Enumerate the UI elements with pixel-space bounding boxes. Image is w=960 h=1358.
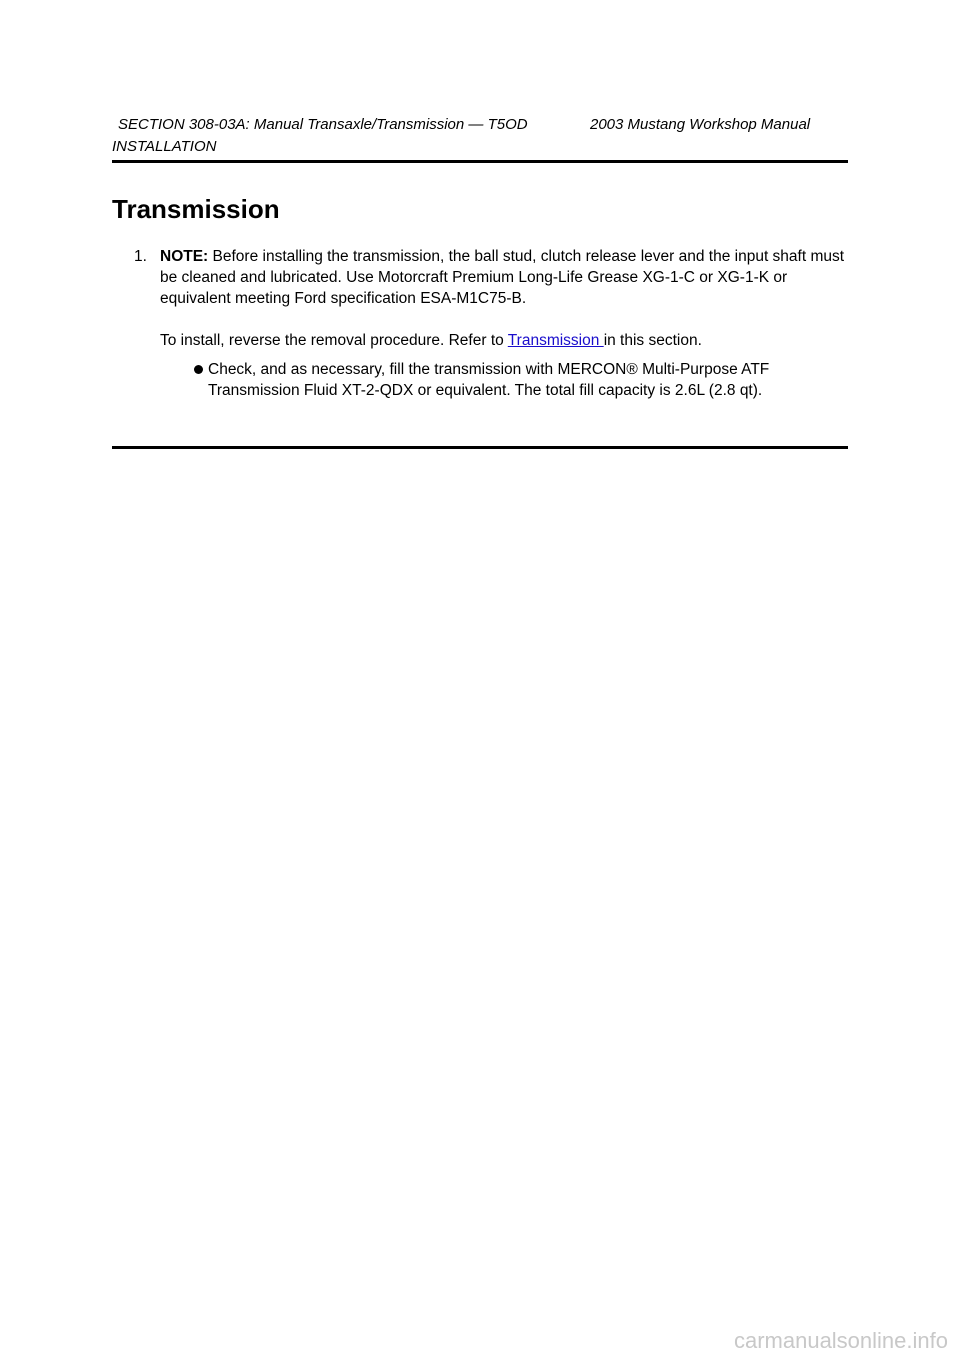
page-title: Transmission — [112, 194, 280, 224]
note-label: NOTE: — [160, 248, 209, 265]
transmission-link[interactable]: Transmission — [507, 332, 604, 349]
footer-divider — [112, 446, 848, 449]
procedure-subheading: INSTALLATION — [112, 138, 217, 155]
bullet-dot-icon — [194, 365, 203, 374]
install-paragraph — [160, 330, 850, 351]
bullet-item — [160, 359, 808, 401]
bullet-text: Check, and as necessary, fill the transmission with MERCON® Multi-Purpose ATF Transmission Fluid XT-2-QDX or equivalent. The total fill capacity is 2.6L (2.8 qt). — [208, 361, 770, 399]
page-header — [112, 114, 848, 155]
section-title: SECTION 308-03A: Manual Transaxle/Transmission — T5OD — [118, 116, 528, 133]
note-text: Before installing the transmission, the ball stud, clutch release lever and the input shaft must be cleaned and lubricated. Use Motorcraft Premium Long-Life Grease XG-1-C or XG-1-K or equivalent meeting Ford specification ESA-M1C75-B. — [160, 248, 845, 307]
install-suffix: in this section. — [603, 332, 702, 349]
install-prefix: To install, reverse the removal procedure. Refer to — [160, 332, 508, 349]
step-number: 1. — [134, 248, 147, 265]
note-paragraph — [160, 246, 850, 309]
header-divider — [112, 160, 848, 163]
manual-title: 2003 Mustang Workshop Manual — [590, 116, 811, 133]
step-body — [160, 246, 850, 401]
site-watermark: carmanualsonline.info — [733, 1328, 948, 1353]
